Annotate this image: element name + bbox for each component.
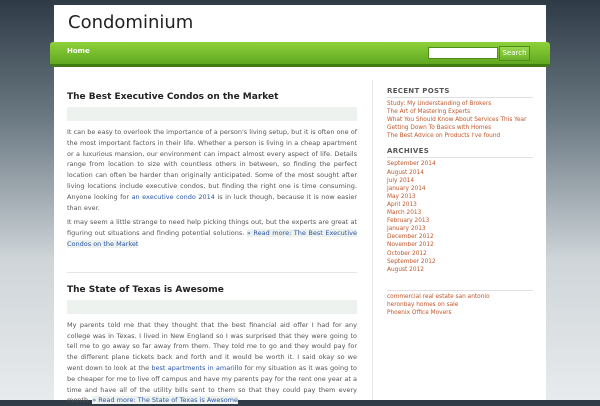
main-content	[54, 80, 370, 405]
links-widget	[373, 274, 547, 317]
archive-link[interactable]: December 2012	[387, 234, 434, 241]
archive-link[interactable]: January 2014	[387, 185, 426, 192]
widget-divider	[387, 97, 533, 98]
blogroll-link[interactable]: heronbay homes on sale	[387, 301, 459, 308]
archive-link[interactable]: May 2013	[387, 193, 416, 200]
search-input[interactable]	[428, 47, 498, 59]
post-text: is in luck though, because it is now easier than ever.	[67, 192, 357, 212]
post	[54, 80, 370, 250]
post-paragraph	[67, 127, 357, 213]
post-paragraph	[67, 217, 357, 249]
archive-link[interactable]: November 2012	[387, 242, 434, 249]
archive-link[interactable]: September 2014	[387, 161, 436, 168]
archives-widget	[373, 140, 547, 273]
post-text: It can be easy to overlook the importance of a person's living setup, but it is often one of the most important factors in their life. Whether a person is living in a cheap apartment or a luxurious mansion, our environment can impact almost every aspect of life. Details range from location to size with countless others in between, so finding the perfect location can often be harder than originally anticipated. Some of the most sought after living locations include executive condos, but finding the right one is time consuming. Anyone looking for	[67, 128, 357, 201]
read-more-link[interactable]: » Read more: The State of Texas is Awesome	[92, 396, 239, 405]
blogroll-link[interactable]: Phoenix Office Movers	[387, 309, 452, 316]
recent-posts-widget	[373, 80, 547, 140]
header	[54, 5, 546, 42]
post-text: It may seem a little strange to need help picking things out, but the experts are great at figuring out situations and finding potential solutions.	[67, 218, 357, 238]
sidebar	[372, 80, 547, 400]
post	[54, 273, 370, 406]
read-more-link[interactable]: » Read more: The Best Executive Condos on the Market	[67, 229, 357, 248]
page-container	[54, 5, 546, 405]
archive-link[interactable]: March 2013	[387, 210, 422, 217]
blogroll-link[interactable]: commercial real estate san antonio	[387, 293, 490, 300]
main-navbar	[50, 42, 550, 67]
archive-link[interactable]: August 2012	[387, 266, 424, 273]
post-text: My parents told me that they thought that the best financial aid offer I had for any college was in Texas. I lived in New England so I was surprised that they were going to tell me to go away so far away from them. They told me to go and they would pay for the different plane tickets back and forth and it would be worth it. I said okay so we went down to look at the	[67, 320, 357, 372]
recent-post-link[interactable]: The Best Advice on Products I've found	[387, 133, 501, 140]
post-meta-bar	[67, 107, 357, 121]
recent-post-link[interactable]: The Art of Mastering Experts	[387, 109, 471, 116]
archive-link[interactable]: July 2014	[387, 177, 415, 184]
recent-post-link[interactable]: What You Should Know About Services This Year	[387, 117, 527, 124]
post-title[interactable]: The Best Executive Condos on the Market	[67, 92, 279, 102]
search-button[interactable]: Search	[499, 46, 530, 61]
widget-divider	[387, 290, 533, 291]
archive-link[interactable]: October 2012	[387, 250, 427, 257]
post-title[interactable]: The State of Texas is Awesome	[67, 284, 224, 295]
nav-home-link[interactable]: Home	[67, 47, 90, 55]
recent-post-link[interactable]: Getting Down To Basics with Homes	[387, 125, 492, 132]
site-title[interactable]: Condominium	[68, 12, 194, 33]
post-inline-link[interactable]: an executive condo 2014	[131, 192, 215, 201]
post-meta-bar	[67, 300, 357, 314]
widget-divider	[387, 157, 533, 158]
recent-posts-title: RECENT POSTS	[387, 87, 450, 95]
archive-link[interactable]: February 2013	[387, 218, 430, 225]
archives-title: ARCHIVES	[387, 147, 430, 156]
archive-link[interactable]: January 2013	[387, 226, 426, 233]
archive-link[interactable]: April 2013	[387, 201, 417, 208]
post-inline-link[interactable]: best apartments in amarillo	[151, 363, 243, 372]
archive-link[interactable]: September 2012	[387, 258, 436, 265]
post-paragraph	[67, 320, 357, 406]
post-text: for my situation as it was going to be cheaper for me to live off campus and have my parents pay for the rent one year at a time and have all of the utility bills sent to them so that they could pay them every month.	[67, 363, 357, 405]
archive-link[interactable]: August 2014	[387, 169, 424, 176]
recent-post-link[interactable]: Study: My Understanding of Brokers	[387, 101, 492, 107]
